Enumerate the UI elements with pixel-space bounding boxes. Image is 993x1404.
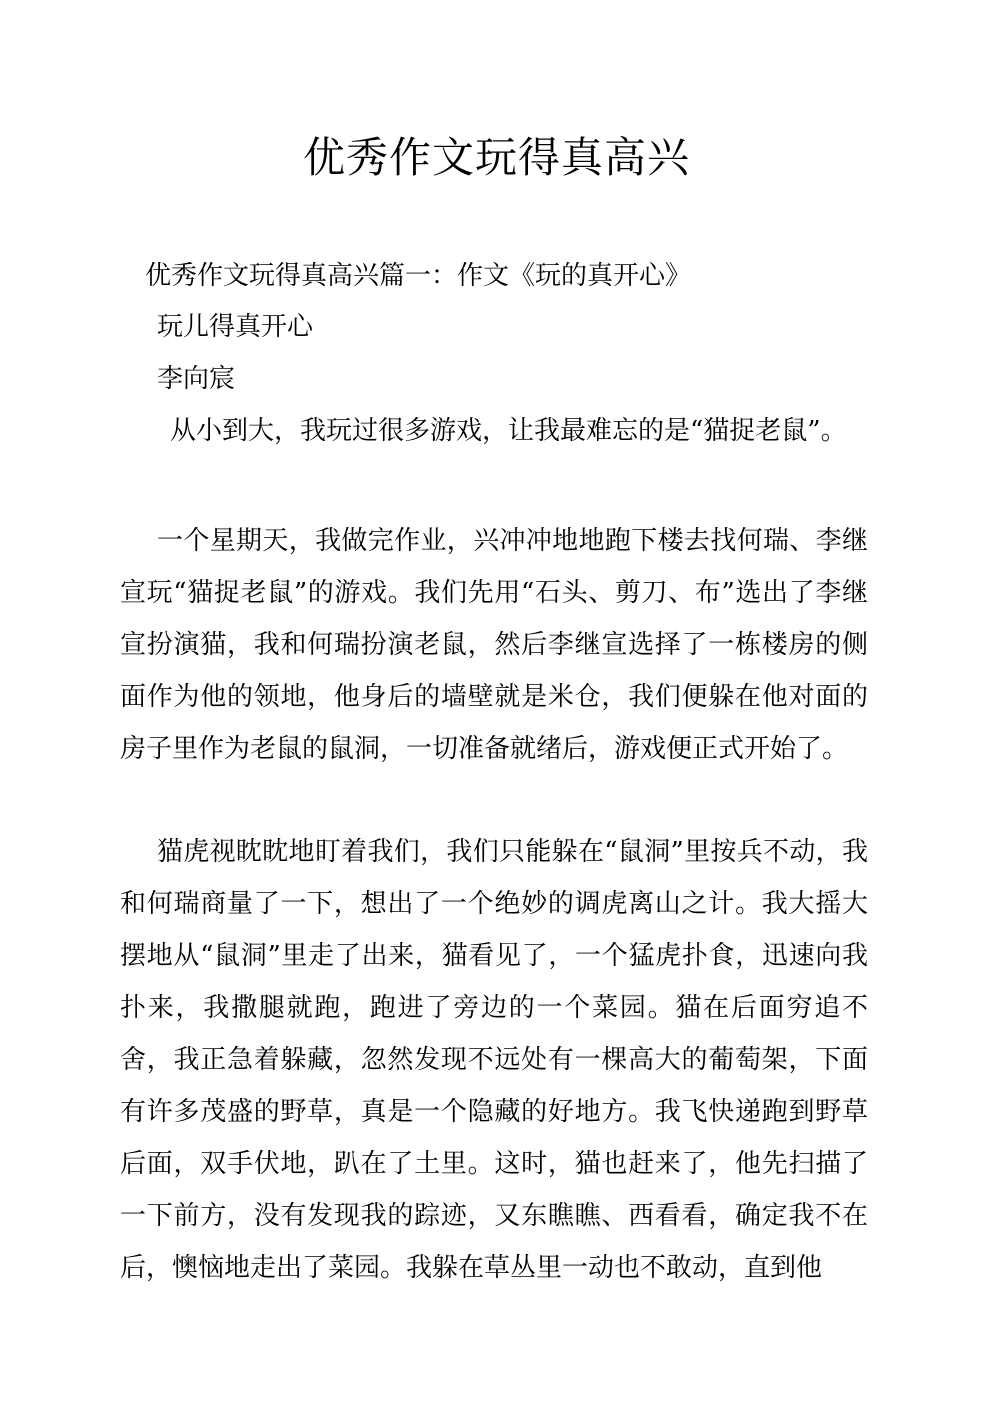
essay-title: 玩儿得真开心 (157, 312, 314, 342)
document-title: 优秀作文玩得真高兴 (302, 133, 690, 182)
author-name: 李向宸 (157, 364, 236, 394)
body-paragraph: 一个星期天，我做完作业，兴冲冲地地跑下楼去找何瑞、李继宣玩“猫捉老鼠”的游戏。我们先用“石头、剪刀、布”选出了李继宣扮演猫，我和何瑞扮演老鼠，然后李继宣选择了一栋楼房的侧面作为他的领地，他身后的墙壁就是米仓，我们便躲在他对面的房子里作为老鼠的鼠洞，一切准备就绪后，游戏便正式开始了。 (120, 526, 868, 764)
intro-paragraph: 从小到大，我玩过很多游戏，让我最难忘的是“猫捉老鼠”。 (170, 416, 847, 446)
body-paragraph: 猫虎视眈眈地盯着我们，我们只能躲在“鼠洞”里按兵不动，我和何瑞商量了一下，想出了一个绝妙的调虎离山之计。我大摇大摆地从“鼠洞”里走了出来，猫看见了，一个猛虎扑食，迅速向我扑来，我撒腿就跑，跑进了旁边的一个菜园。猫在后面穷追不舍，我正急着躲藏，忽然发现不远处有一棵高大的葡萄架，下面有许多茂盛的野草，真是一个隐藏的好地方。我飞快递跑到野草后面，双手伏地，趴在了土里。这时，猫也赶来了，他先扫描了一下前方，没有发现我的踪迹，又东瞧瞧、西看看，确定我不在后，懊恼地走出了菜园。我躲在草丛里一动也不敢动，直到他 (120, 837, 868, 1283)
section-heading: 优秀作文玩得真高兴篇一：作文《玩的真开心》 (145, 261, 692, 291)
